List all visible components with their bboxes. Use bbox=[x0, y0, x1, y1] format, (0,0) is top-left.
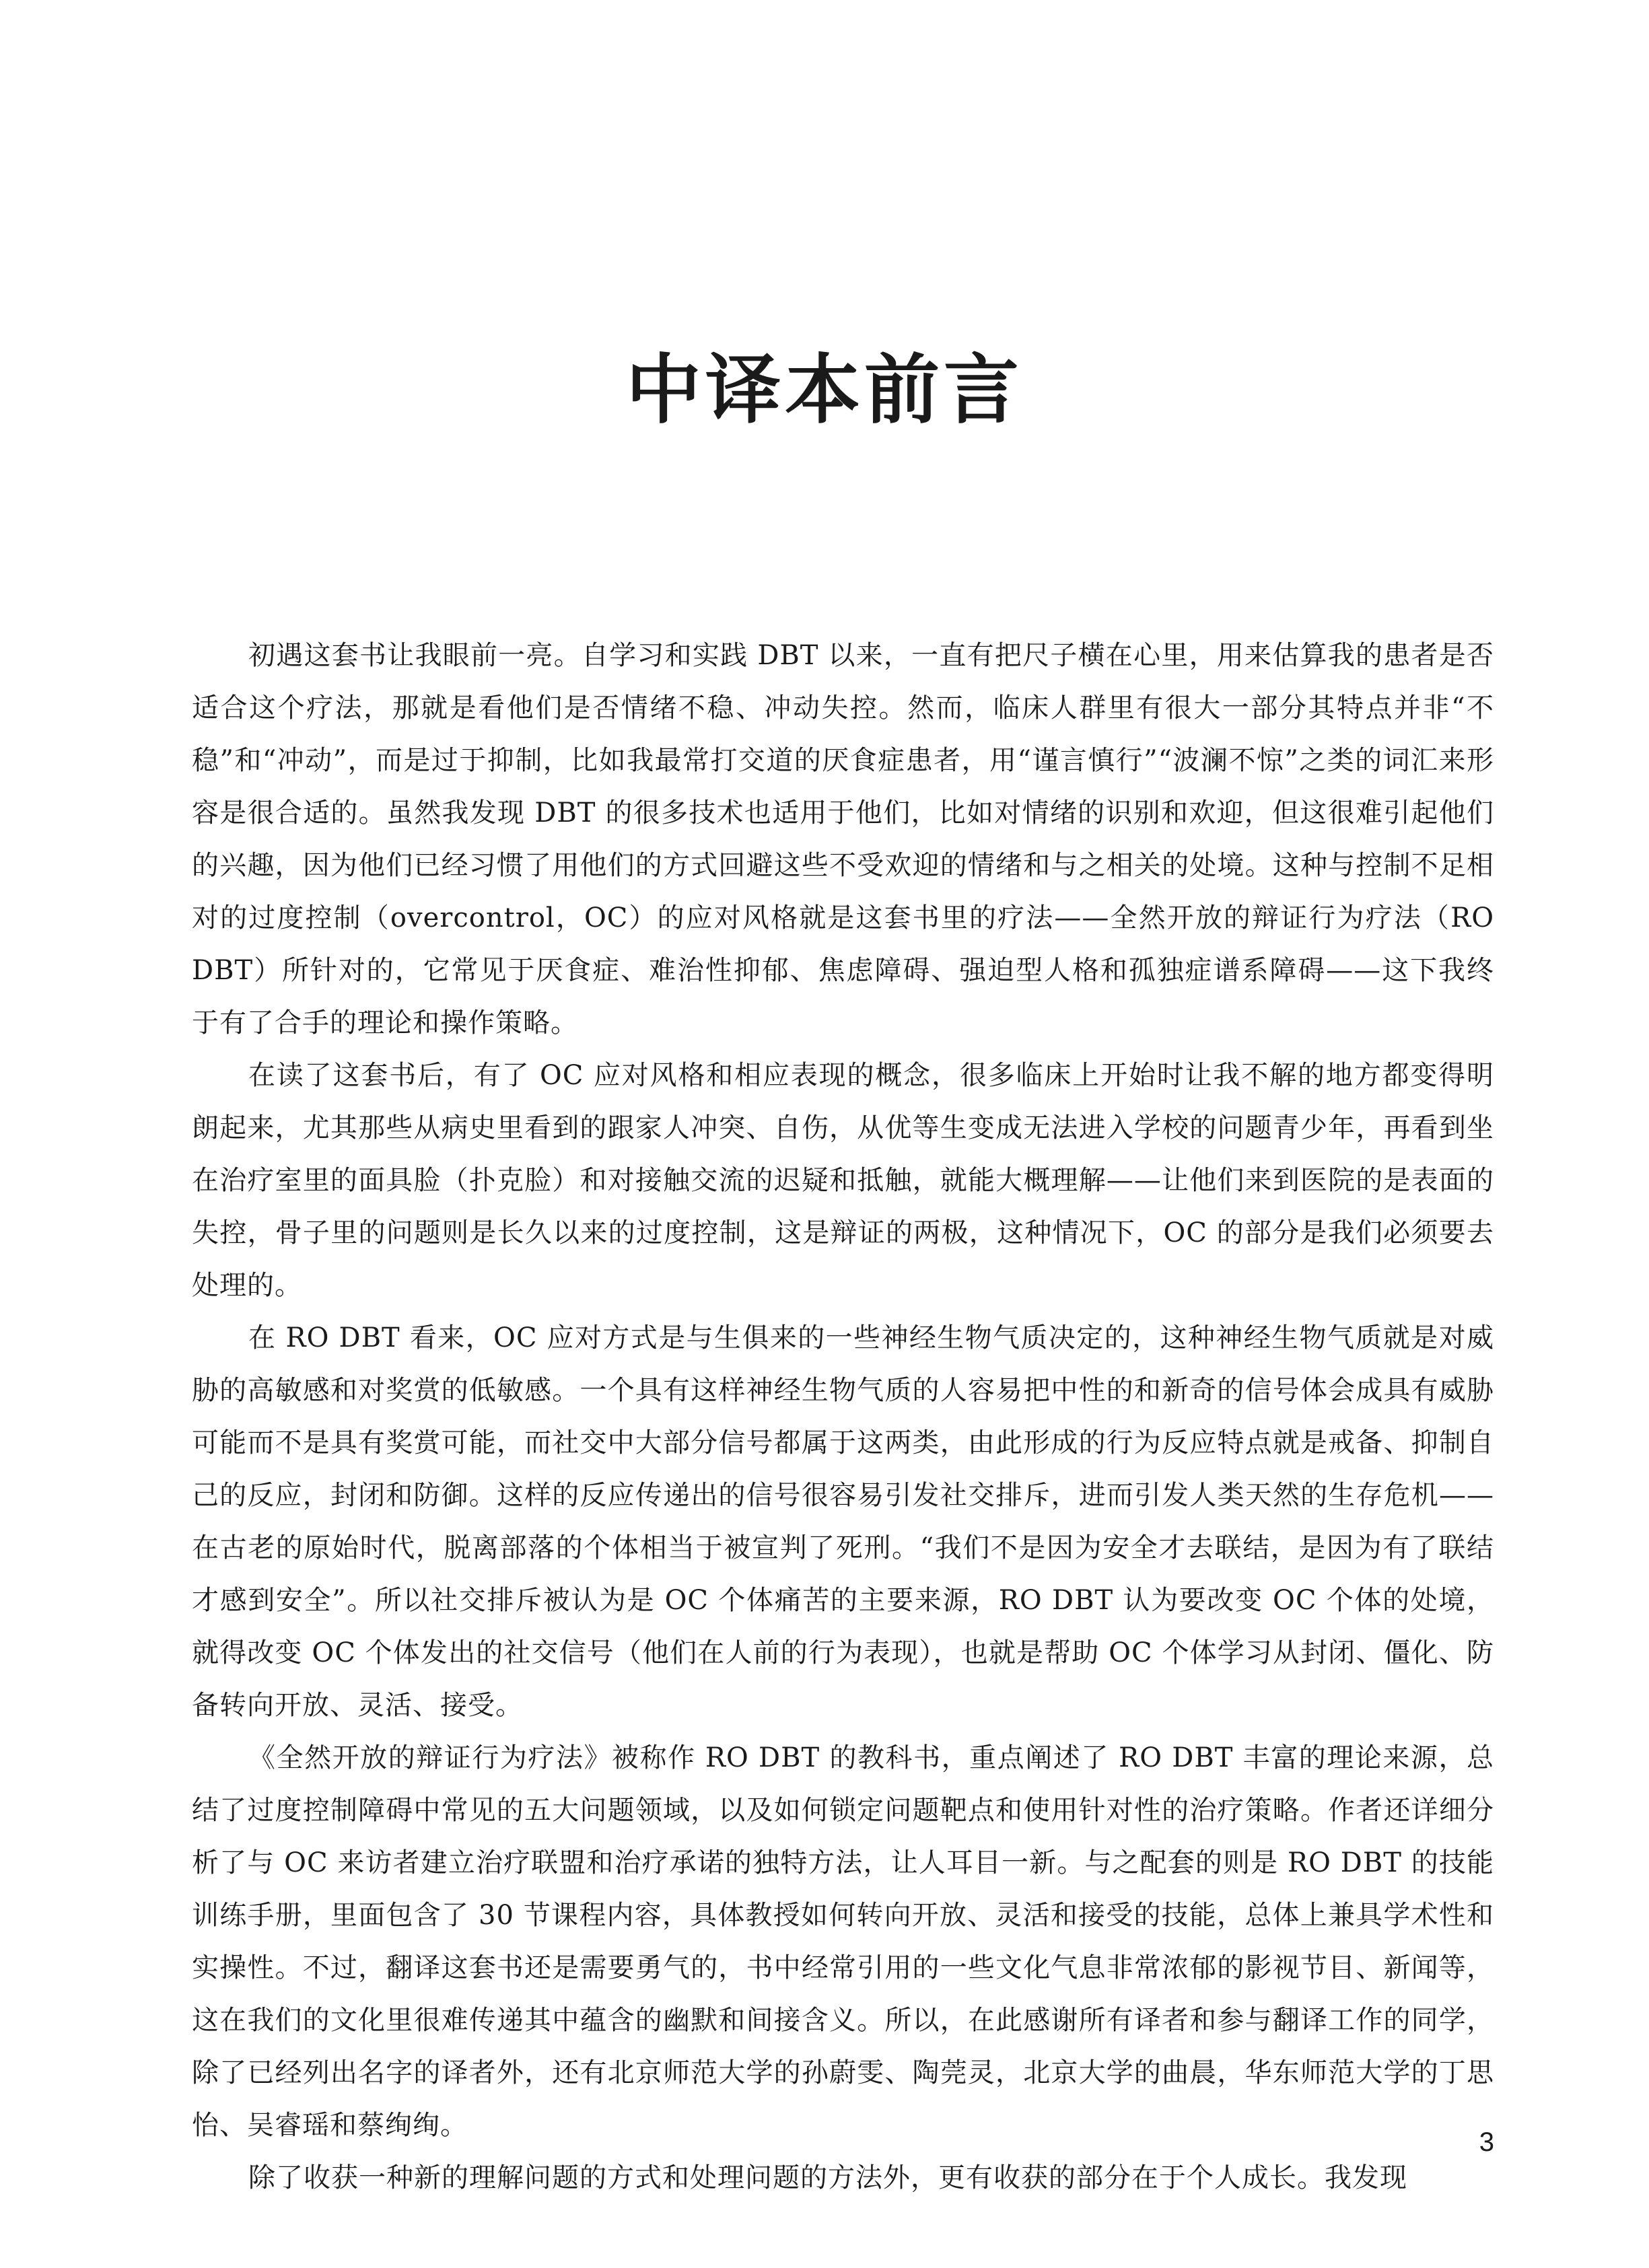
paragraph-5: 除了收获一种新的理解问题的方式和处理问题的方法外，更有收获的部分在于个人成长。我发现 bbox=[248, 2162, 1407, 2193]
paragraph-2: 在读了这套书后，有了 OC 应对风格和相应表现的概念，很多临床上开始时让我不解的地方都变得明朗起来，尤其那些从病史里看到的跟家人冲突、自伤，从优等生变成无法进入学校的问题青少年，再看到坐在治疗室里的面具脸（扑克脸）和对接触交流的迟疑和抵触，就能大概理解——让他们来到医院的是表面的失控，骨子里的问题则是长久以来的过度控制，这是辩证的两极，这种情况下，OC 的部分是我们必须要去处理的。 bbox=[192, 1060, 1494, 1301]
page-number: 3 bbox=[1479, 2127, 1494, 2157]
page-title: 中译本前言 bbox=[626, 347, 1023, 434]
paragraph-1: 初遇这套书让我眼前一亮。自学习和实践 DBT 以来，一直有把尺子横在心里，用来估算我的患者是否适合这个疗法，那就是看他们是否情绪不稳、冲动失控。然而，临床人群里有很大一部分其特点并非“不稳”和“冲动”，而是过于抑制，比如我最常打交道的厌食症患者，用“谨言慎行”“波澜不惊”之类的词汇来形容是很合适的。虽然我发现 DBT 的很多技术也适用于他们，比如对情绪的识别和欢迎，但这很难引起他们的兴趣，因为他们已经习惯了用他们的方式回避这些不受欢迎的情绪和与之相关的处境。这种与控制不足相对的过度控制（overcontrol，OC）的应对风格就是这套书里的疗法——全然开放的辩证行为疗法（RO DBT）所针对的，它常见于厌食症、难治性抑郁、焦虑障碍、强迫型人格和孤独症谱系障碍——这下我终于有了合手的理论和操作策略。 bbox=[192, 640, 1494, 1038]
paragraph-3: 在 RO DBT 看来，OC 应对方式是与生俱来的一些神经生物气质决定的，这种神经生物气质就是对威胁的高敏感和对奖赏的低敏感。一个具有这样神经生物气质的人容易把中性的和新奇的信号体会成具有威胁可能而不是具有奖赏可能，而社交中大部分信号都属于这两类，由此形成的行为反应特点就是戒备、抑制自己的反应，封闭和防御。这样的反应传递出的信号很容易引发社交排斥，进而引发人类天然的生存危机——在古老的原始时代，脱离部落的个体相当于被宣判了死刑。“我们不是因为安全才去联结，是因为有了联结才感到安全”。所以社交排斥被认为是 OC 个体痛苦的主要来源，RO DBT 认为要改变 OC 个体的处境，就得改变 OC 个体发出的社交信号（他们在人前的行为表现），也就是帮助 OC 个体学习从封闭、僵化、防备转向开放、灵活、接受。 bbox=[192, 1322, 1494, 1721]
preface-body bbox=[192, 629, 1494, 2204]
paragraph-4: 《全然开放的辩证行为疗法》被称作 RO DBT 的教科书，重点阐述了 RO DBT 丰富的理论来源，总结了过度控制障碍中常见的五大问题领域，以及如何锁定问题靶点和使用针对性的治疗策略。作者还详细分析了与 OC 来访者建立治疗联盟和治疗承诺的独特方法，让人耳目一新。与之配套的则是 RO DBT 的技能训练手册，里面包含了 30 节课程内容，具体教授如何转向开放、灵活和接受的技能，总体上兼具学术性和实操性。不过，翻译这套书还是需要勇气的，书中经常引用的一些文化气息非常浓郁的影视节目、新闻等，这在我们的文化里很难传递其中蕴含的幽默和间接含义。所以，在此感谢所有译者和参与翻译工作的同学，除了已经列出名字的译者外，还有北京师范大学的孙蔚雯、陶莞灵，北京大学的曲晨，华东师范大学的丁思怡、吴睿瑶和蔡绚绚。 bbox=[192, 1742, 1494, 2141]
